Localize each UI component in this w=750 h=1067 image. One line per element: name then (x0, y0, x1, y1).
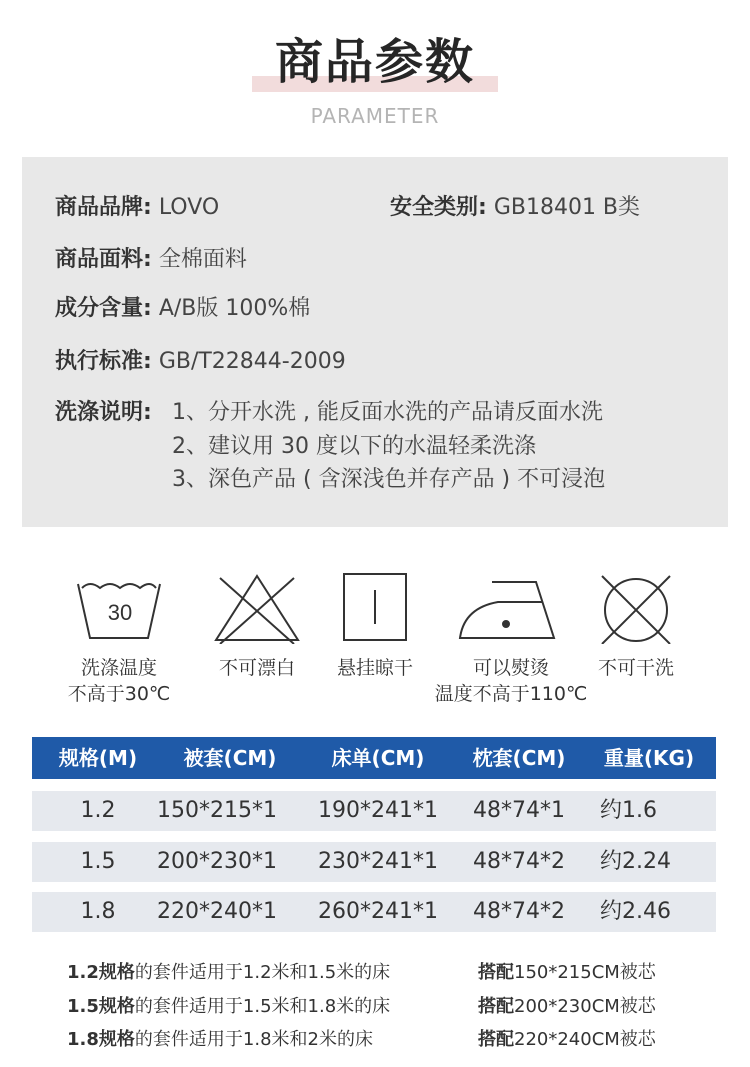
standard-row (55, 347, 346, 377)
table-cell: 48*74*2 (473, 899, 565, 924)
no-dry-clean-icon (594, 572, 678, 644)
content-value: A/B版 100%棉 (158, 296, 311, 321)
duvet-match-note (478, 960, 656, 986)
note-size: 1.5规格 (67, 996, 135, 1017)
standard-value: GB/T22844-2009 (158, 349, 346, 374)
note-size: 1.8规格 (67, 1029, 135, 1050)
note-match-text: 220*240CM被芯 (514, 1029, 656, 1050)
table-header-cell: 被套(CM) (183, 746, 277, 770)
section-header (0, 30, 750, 100)
no-bleach-label: 不可漂白 (218, 657, 295, 679)
care-line: 3、深色产品 ( 含深浅色并存产品 ) 不可浸泡 (172, 467, 606, 492)
size-table-header (32, 737, 716, 779)
size-note (67, 960, 390, 986)
safety-value: GB18401 B类 (493, 195, 641, 220)
no-bleach-icon (212, 572, 302, 644)
duvet-match-note (478, 994, 656, 1020)
table-header-cell: 规格(M) (58, 746, 138, 770)
table-cell: 约1.6 (600, 798, 657, 823)
table-cell: 200*230*1 (157, 849, 277, 874)
table-cell: 190*241*1 (318, 798, 438, 823)
table-cell: 1.8 (80, 899, 116, 924)
note-match-label: 搭配 (478, 962, 514, 983)
care-label: 洗涤说明: (55, 400, 152, 425)
content-row (55, 294, 310, 324)
care-line: 2、建议用 30 度以下的水温轻柔洗涤 (172, 434, 536, 459)
wash-temp-number: 30 (107, 600, 133, 625)
wash-tub-30-icon (74, 572, 164, 644)
table-cell: 1.2 (80, 798, 116, 823)
brand-value: LOVO (158, 195, 220, 220)
table-row (32, 842, 716, 882)
note-text: 的套件适用于1.5米和1.8米的床 (134, 996, 391, 1017)
note-match-label: 搭配 (478, 996, 514, 1017)
brand-row (55, 193, 219, 223)
table-cell: 约2.24 (600, 849, 671, 874)
brand-label: 商品品牌: (55, 195, 152, 220)
note-match-label: 搭配 (478, 1029, 514, 1050)
hang-dry-label: 悬挂晾干 (336, 657, 413, 679)
table-cell: 150*215*1 (157, 798, 277, 823)
iron-temp-label: 温度不高于110℃ (434, 683, 588, 705)
fabric-row (55, 245, 247, 275)
note-text: 的套件适用于1.2米和1.5米的床 (134, 962, 391, 983)
note-match-text: 200*230CM被芯 (514, 996, 656, 1017)
fabric-value: 全棉面料 (158, 247, 247, 272)
hang-dry-icon (330, 572, 420, 644)
standard-label: 执行标准: (55, 349, 152, 374)
parameters-panel (22, 157, 728, 527)
table-cell: 48*74*1 (473, 798, 565, 823)
table-cell: 260*241*1 (318, 899, 438, 924)
table-header-cell: 枕套(CM) (472, 746, 566, 770)
wash-temp-label: 不高于30℃ (67, 683, 171, 705)
page-subtitle: PARAMETER (310, 104, 440, 128)
note-text: 的套件适用于1.8米和2米的床 (134, 1029, 373, 1050)
table-row (32, 892, 716, 932)
table-header-cell: 床单(CM) (331, 746, 425, 770)
table-row (32, 791, 716, 831)
duvet-match-note (478, 1027, 656, 1053)
table-cell: 48*74*2 (473, 849, 565, 874)
page-title: 商品参数 (274, 34, 475, 90)
note-size: 1.2规格 (67, 962, 135, 983)
iron-label: 可以熨烫 (472, 657, 549, 679)
care-row (55, 398, 152, 428)
care-line: 1、分开水洗 , 能反面水洗的产品请反面水洗 (172, 400, 603, 425)
safety-label: 安全类别: (390, 195, 487, 220)
safety-row (390, 193, 640, 223)
table-header-cell: 重量(KG) (603, 746, 695, 770)
content-label: 成分含量: (55, 296, 152, 321)
iron-icon (458, 572, 558, 644)
size-note (67, 994, 390, 1020)
no-dry-clean-label: 不可干洗 (597, 657, 674, 679)
fabric-label: 商品面料: (55, 247, 152, 272)
wash-temp-label: 洗涤温度 (80, 657, 157, 679)
table-cell: 1.5 (80, 849, 116, 874)
note-match-text: 150*215CM被芯 (514, 962, 656, 983)
size-note (67, 1027, 373, 1053)
table-cell: 230*241*1 (318, 849, 438, 874)
table-cell: 约2.46 (600, 899, 671, 924)
table-cell: 220*240*1 (157, 899, 277, 924)
